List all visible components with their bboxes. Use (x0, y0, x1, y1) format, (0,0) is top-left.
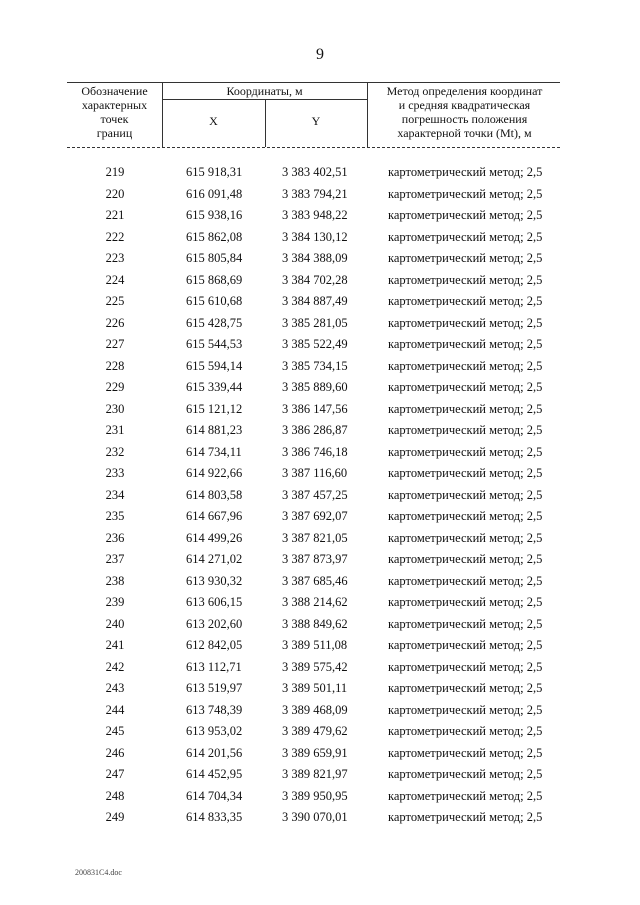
point-number: 240 (105, 616, 125, 631)
coord-y: 3 385 522,49 (282, 337, 348, 351)
point-number: 231 (105, 423, 125, 437)
coord-x: 615 862,08 (186, 229, 243, 244)
table-row (0, 316, 640, 338)
table-row (0, 681, 640, 703)
coord-x: 615 428,75 (186, 315, 243, 330)
table-row (0, 617, 640, 639)
method: картометрический метод; 2,5 (388, 552, 543, 566)
table-row (0, 488, 640, 510)
coord-y: 3 388 214,62 (282, 595, 348, 609)
method: картометрический метод; 2,5 (388, 810, 543, 824)
method: картометрический метод; 2,5 (388, 423, 543, 437)
header-method-line: Метод определения координат (386, 84, 543, 98)
point-number: 243 (105, 681, 125, 695)
coord-y: 3 389 575,42 (282, 659, 348, 674)
table-row (0, 574, 640, 596)
point-number: 238 (105, 573, 125, 588)
method: картометрический метод; 2,5 (388, 767, 543, 781)
table-row (0, 337, 640, 359)
header-method-line: характерной точки (Mt), м (397, 126, 532, 140)
method: картометрический метод; 2,5 (388, 595, 543, 609)
coord-x: 615 610,68 (186, 294, 243, 308)
coord-y: 3 385 281,05 (282, 315, 348, 330)
coord-y: 3 386 746,18 (282, 444, 348, 459)
coord-x: 613 606,15 (186, 595, 243, 609)
table-row (0, 531, 640, 553)
method: картометрический метод; 2,5 (388, 466, 543, 480)
table-row (0, 423, 640, 445)
method: картометрический метод; 2,5 (388, 229, 543, 244)
coord-x: 614 704,34 (186, 788, 243, 803)
table-row (0, 595, 640, 617)
table-row (0, 746, 640, 768)
coord-y: 3 387 821,05 (282, 530, 348, 545)
header-method (369, 84, 560, 140)
coord-y: 3 389 468,09 (282, 702, 348, 717)
coord-y: 3 387 116,60 (282, 466, 348, 480)
point-number: 222 (105, 229, 125, 244)
coord-x: 613 202,60 (186, 616, 243, 631)
point-number: 235 (105, 509, 125, 523)
coord-y: 3 384 887,49 (282, 294, 348, 308)
header-designation-line: характерных (81, 98, 148, 112)
table-row (0, 402, 640, 424)
coord-x: 612 842,05 (186, 638, 243, 652)
method: картометрический метод; 2,5 (388, 788, 543, 803)
table-row (0, 165, 640, 187)
coord-y: 3 389 659,91 (282, 745, 348, 760)
table-row (0, 703, 640, 725)
point-number: 225 (105, 294, 125, 308)
header-coords-rule (162, 99, 367, 100)
table-row (0, 767, 640, 789)
point-number: 247 (105, 767, 125, 781)
coord-y: 3 389 501,11 (282, 681, 348, 695)
method: картометрический метод; 2,5 (388, 165, 543, 179)
coord-y: 3 387 685,46 (282, 573, 348, 588)
header-x: X (209, 114, 218, 128)
coord-y: 3 389 950,95 (282, 788, 348, 803)
table-row (0, 251, 640, 273)
method: картометрический метод; 2,5 (388, 487, 543, 502)
table-row (0, 724, 640, 746)
method: картометрический метод; 2,5 (388, 251, 543, 265)
header-method-line: и средняя квадратическая (398, 98, 531, 112)
table-row (0, 294, 640, 316)
coord-y: 3 384 702,28 (282, 272, 348, 287)
coord-x: 615 339,44 (186, 380, 243, 394)
method: картометрический метод; 2,5 (388, 659, 543, 674)
coord-y: 3 383 794,21 (282, 186, 348, 201)
point-number: 245 (105, 724, 125, 738)
method: картометрический метод; 2,5 (388, 380, 543, 394)
method: картометрический метод; 2,5 (388, 208, 543, 222)
point-number: 233 (105, 466, 125, 480)
method: картометрический метод; 2,5 (388, 315, 543, 330)
method: картометрический метод; 2,5 (388, 616, 543, 631)
coord-y: 3 383 948,22 (282, 208, 348, 222)
point-number: 230 (105, 401, 125, 416)
table-row (0, 230, 640, 252)
point-number: 221 (105, 208, 125, 222)
method: картометрический метод; 2,5 (388, 638, 543, 652)
method: картометрический метод; 2,5 (388, 702, 543, 717)
point-number: 236 (105, 530, 125, 545)
footer-filename: 200831C4.doc (75, 868, 122, 877)
coord-y: 3 390 070,01 (282, 810, 348, 824)
page-number: 9 (316, 46, 324, 63)
table-row (0, 552, 640, 574)
coord-y: 3 385 734,15 (282, 358, 348, 373)
coord-y: 3 386 147,56 (282, 401, 348, 416)
coord-y: 3 387 457,25 (282, 487, 348, 502)
header-designation-line: Обозначение (81, 84, 148, 98)
method: картометрический метод; 2,5 (388, 724, 543, 738)
point-number: 220 (105, 186, 125, 201)
header-y: Y (311, 114, 321, 128)
coord-x: 615 868,69 (186, 272, 243, 287)
method: картометрический метод; 2,5 (388, 294, 543, 308)
method: картометрический метод; 2,5 (388, 745, 543, 760)
coord-x: 614 833,35 (186, 810, 243, 824)
table-row (0, 789, 640, 811)
point-number: 239 (105, 595, 125, 609)
method: картометрический метод; 2,5 (388, 444, 543, 459)
coord-x: 614 734,11 (186, 444, 242, 459)
coord-x: 614 881,23 (186, 423, 243, 437)
table-row (0, 509, 640, 531)
point-number: 249 (105, 810, 125, 824)
table-row (0, 380, 640, 402)
method: картометрический метод; 2,5 (388, 272, 543, 287)
point-number: 228 (105, 358, 125, 373)
table-row (0, 187, 640, 209)
coord-x: 615 938,16 (186, 208, 243, 222)
coord-x: 615 594,14 (186, 358, 243, 373)
header-designation-line: границ (96, 126, 133, 140)
coord-y: 3 384 130,12 (282, 229, 348, 244)
coord-y: 3 389 511,08 (282, 638, 348, 652)
header-divider-2 (367, 82, 368, 147)
coord-y: 3 385 889,60 (282, 380, 348, 394)
coord-x: 615 918,31 (186, 165, 243, 179)
method: картометрический метод; 2,5 (388, 681, 543, 695)
header-designation-line: точек (100, 112, 129, 126)
coord-x: 613 748,39 (186, 702, 243, 717)
coord-x: 614 803,58 (186, 487, 243, 502)
coord-y: 3 389 479,62 (282, 724, 348, 738)
table-row (0, 466, 640, 488)
header-designation (67, 84, 162, 140)
coord-y: 3 387 692,07 (282, 509, 348, 523)
method: картометрический метод; 2,5 (388, 573, 543, 588)
table-row (0, 638, 640, 660)
method: картометрический метод; 2,5 (388, 337, 543, 351)
header-method-line: погрешность положения (401, 112, 528, 126)
method: картометрический метод; 2,5 (388, 358, 543, 373)
coord-x: 613 953,02 (186, 724, 243, 738)
method: картометрический метод; 2,5 (388, 186, 543, 201)
table-row (0, 810, 640, 832)
coord-x: 616 091,48 (186, 186, 243, 201)
coord-x: 615 121,12 (186, 401, 243, 416)
point-number: 224 (105, 272, 125, 287)
coord-x: 614 452,95 (186, 767, 243, 781)
coord-y: 3 386 286,87 (282, 423, 348, 437)
point-number: 226 (105, 315, 125, 330)
point-number: 237 (105, 552, 125, 566)
header-coordinates: Координаты, м (226, 84, 303, 98)
point-number: 229 (105, 380, 125, 394)
coord-x: 614 499,26 (186, 530, 243, 545)
point-number: 248 (105, 788, 125, 803)
coord-y: 3 387 873,97 (282, 552, 348, 566)
coord-x: 615 544,53 (186, 337, 243, 351)
point-number: 219 (105, 165, 125, 179)
point-number: 232 (105, 444, 125, 459)
table-row (0, 660, 640, 682)
table-row (0, 208, 640, 230)
coord-x: 614 667,96 (186, 509, 243, 523)
method: картометрический метод; 2,5 (388, 401, 543, 416)
point-number: 234 (105, 487, 125, 502)
point-number: 227 (105, 337, 125, 351)
header-top-rule (67, 82, 560, 83)
point-number: 244 (105, 702, 125, 717)
method: картометрический метод; 2,5 (388, 530, 543, 545)
coord-y: 3 383 402,51 (282, 165, 348, 179)
method: картометрический метод; 2,5 (388, 509, 543, 523)
coord-x: 613 519,97 (186, 681, 243, 695)
coord-x: 614 201,56 (186, 745, 243, 760)
coord-x: 614 271,02 (186, 552, 243, 566)
coord-x: 613 930,32 (186, 573, 243, 588)
table-body (0, 165, 640, 832)
coord-y: 3 384 388,09 (282, 251, 348, 265)
table-row (0, 445, 640, 467)
coord-y: 3 388 849,62 (282, 616, 348, 631)
point-number: 241 (105, 638, 125, 652)
header-bottom-rule (67, 147, 560, 148)
coord-x: 614 922,66 (186, 466, 243, 480)
point-number: 223 (105, 251, 125, 265)
table-row (0, 273, 640, 295)
coord-y: 3 389 821,97 (282, 767, 348, 781)
coord-x: 615 805,84 (186, 251, 243, 265)
table-row (0, 359, 640, 381)
point-number: 242 (105, 659, 125, 674)
coord-x: 613 112,71 (186, 659, 242, 674)
point-number: 246 (105, 745, 125, 760)
